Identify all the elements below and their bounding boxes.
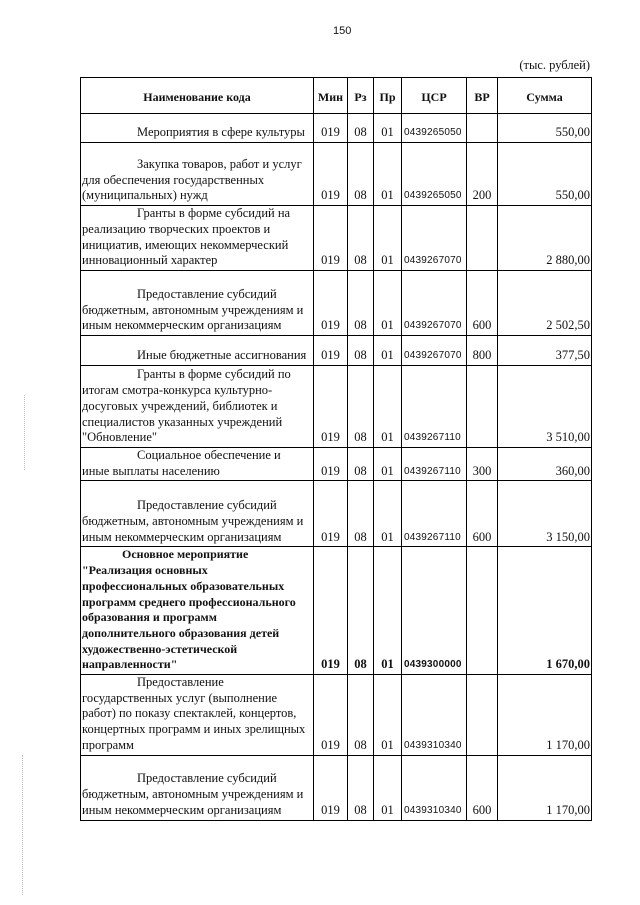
pr-cell: 01: [374, 206, 402, 271]
row-name-cell: [81, 755, 314, 820]
pr-cell: 01: [374, 366, 402, 448]
row-name-line: Иные бюджетные ассигнования: [137, 348, 307, 363]
vr-cell: 600: [467, 755, 498, 820]
vr-cell: 600: [467, 481, 498, 547]
sum-cell: 1 670,00: [498, 547, 592, 675]
pr-cell: 01: [374, 271, 402, 336]
units-note: (тыс. рублей): [519, 58, 590, 72]
row-name-cell: [81, 336, 314, 366]
min-cell: 019: [314, 481, 348, 547]
vr-cell: [467, 675, 498, 756]
min-cell: 019: [314, 675, 348, 756]
header-pr: Пр: [374, 78, 402, 114]
csr-cell: 0439267110: [402, 366, 467, 448]
table-row: [81, 336, 592, 366]
vr-cell: [467, 366, 498, 448]
row-name-line: специалистов указанных учреждений: [82, 414, 283, 429]
sum-cell: 550,00: [498, 143, 592, 206]
table-row: [81, 675, 592, 756]
csr-cell: 0439265050: [402, 114, 467, 143]
page-number: 150: [333, 25, 352, 37]
row-name-line: направленности": [82, 657, 178, 672]
row-name-line: иным некоммерческим организациям: [82, 802, 282, 817]
pr-cell: 01: [374, 481, 402, 547]
row-name-line: бюджетным, автономным учреждениям и: [82, 787, 304, 802]
rz-cell: 08: [348, 336, 374, 366]
row-name-line: программ среднего профессионального: [82, 594, 296, 609]
row-name-line: Гранты в форме субсидий по: [137, 367, 291, 382]
min-cell: 019: [314, 336, 348, 366]
rz-cell: 08: [348, 114, 374, 143]
table-header-row: [81, 78, 592, 114]
row-name-line: инициатив, имеющих некоммерческий: [82, 237, 289, 252]
csr-cell: 0439300000: [402, 547, 467, 675]
rz-cell: 08: [348, 675, 374, 756]
table-row: [81, 481, 592, 547]
sum-cell: 1 170,00: [498, 675, 592, 756]
sum-cell: 1 170,00: [498, 755, 592, 820]
row-name-cell: [81, 675, 314, 756]
csr-cell: 0439310340: [402, 755, 467, 820]
header-rz: Рз: [348, 78, 374, 114]
vr-cell: [467, 114, 498, 143]
row-name-cell: [81, 114, 314, 143]
row-name-cell: [81, 206, 314, 271]
rz-cell: 08: [348, 271, 374, 336]
vr-cell: 800: [467, 336, 498, 366]
row-name-line: государственных услуг (выполнение: [82, 690, 278, 705]
pr-cell: 01: [374, 143, 402, 206]
row-name-cell: [81, 481, 314, 547]
rz-cell: 08: [348, 366, 374, 448]
row-name-line: Предоставление: [137, 675, 224, 690]
table-row: [81, 143, 592, 206]
pr-cell: 01: [374, 675, 402, 756]
row-name-line: "Реализация основных: [82, 563, 208, 578]
table-row: [81, 755, 592, 820]
rz-cell: 08: [348, 481, 374, 547]
table-row: [81, 366, 592, 448]
vr-cell: 300: [467, 448, 498, 481]
min-cell: 019: [314, 755, 348, 820]
vr-cell: [467, 547, 498, 675]
csr-cell: 0439267070: [402, 206, 467, 271]
row-name-line: бюджетным, автономным учреждениям и: [82, 302, 304, 317]
row-name-line: Закупка товаров, работ и услуг: [137, 156, 302, 171]
sum-cell: 3 150,00: [498, 481, 592, 547]
header-csr: ЦСР: [402, 78, 467, 114]
min-cell: 019: [314, 448, 348, 481]
sum-cell: 360,00: [498, 448, 592, 481]
min-cell: 019: [314, 366, 348, 448]
row-name-line: иным некоммерческим организациям: [82, 318, 282, 333]
sum-cell: 3 510,00: [498, 366, 592, 448]
row-name-line: иным некоммерческим организациям: [82, 529, 282, 544]
csr-cell: 0439267070: [402, 336, 467, 366]
row-name-line: (муниципальных) нужд: [82, 188, 208, 203]
row-name-line: иные выплаты населению: [82, 463, 220, 478]
row-name-line: Предоставление субсидий: [137, 286, 277, 301]
rz-cell: 08: [348, 448, 374, 481]
row-name-cell: [81, 271, 314, 336]
csr-cell: 0439267110: [402, 448, 467, 481]
row-name-line: художественно-эстетической: [82, 641, 238, 656]
row-name-cell: [81, 143, 314, 206]
csr-cell: 0439267070: [402, 271, 467, 336]
row-name-cell: [81, 547, 314, 675]
scan-margin-artifact: [24, 395, 25, 470]
sum-cell: 2 880,00: [498, 206, 592, 271]
min-cell: 019: [314, 114, 348, 143]
row-name-line: профессиональных образовательных: [82, 578, 285, 593]
header-sum: Сумма: [498, 78, 592, 114]
min-cell: 019: [314, 206, 348, 271]
budget-table: [80, 77, 592, 821]
table-row: [81, 114, 592, 143]
vr-cell: 600: [467, 271, 498, 336]
pr-cell: 01: [374, 114, 402, 143]
csr-cell: 0439265050: [402, 143, 467, 206]
row-name-line: инновационный характер: [82, 253, 218, 268]
row-name-line: Мероприятия в сфере культуры: [137, 125, 305, 140]
row-name-line: программ: [82, 737, 134, 752]
rz-cell: 08: [348, 755, 374, 820]
table-row: [81, 448, 592, 481]
row-name-line: Предоставление субсидий: [137, 771, 277, 786]
table-row: [81, 206, 592, 271]
sum-cell: 2 502,50: [498, 271, 592, 336]
row-name-line: Основное мероприятие: [122, 547, 249, 562]
csr-cell: 0439310340: [402, 675, 467, 756]
row-name-line: дополнительного образования детей: [82, 625, 280, 640]
row-name-line: работ) по показу спектаклей, концертов,: [82, 706, 297, 721]
min-cell: 019: [314, 143, 348, 206]
row-name-line: итогам смотра-конкурса культурно-: [82, 383, 273, 398]
row-name-line: реализацию творческих проектов и: [82, 221, 271, 236]
min-cell: 019: [314, 271, 348, 336]
csr-cell: 0439267110: [402, 481, 467, 547]
rz-cell: 08: [348, 143, 374, 206]
vr-cell: [467, 206, 498, 271]
header-vr: ВР: [467, 78, 498, 114]
rz-cell: 08: [348, 547, 374, 675]
row-name-line: для обеспечения государственных: [82, 172, 265, 187]
table-row: [81, 271, 592, 336]
min-cell: 019: [314, 547, 348, 675]
rz-cell: 08: [348, 206, 374, 271]
pr-cell: 01: [374, 336, 402, 366]
row-name-line: Предоставление субсидий: [137, 498, 277, 513]
row-name-line: "Обновление": [82, 430, 157, 445]
pr-cell: 01: [374, 755, 402, 820]
header-min: Мин: [314, 78, 348, 114]
row-name-line: концертных программ и иных зрелищных: [82, 722, 306, 737]
scan-margin-artifact: [22, 755, 23, 895]
sum-cell: 377,50: [498, 336, 592, 366]
pr-cell: 01: [374, 547, 402, 675]
row-name-line: Гранты в форме субсидий на: [137, 206, 291, 221]
row-name-line: досуговых учреждений, библиотек и: [82, 398, 278, 413]
vr-cell: 200: [467, 143, 498, 206]
row-name-cell: [81, 448, 314, 481]
row-name-line: Социальное обеспечение и: [137, 448, 281, 462]
header-name: Наименование кода: [81, 78, 314, 114]
row-name-line: бюджетным, автономным учреждениям и: [82, 514, 304, 528]
table-row-main-activity: [81, 547, 592, 675]
pr-cell: 01: [374, 448, 402, 481]
row-name-line: образования и программ: [82, 610, 217, 625]
row-name-cell: [81, 366, 314, 448]
sum-cell: 550,00: [498, 114, 592, 143]
